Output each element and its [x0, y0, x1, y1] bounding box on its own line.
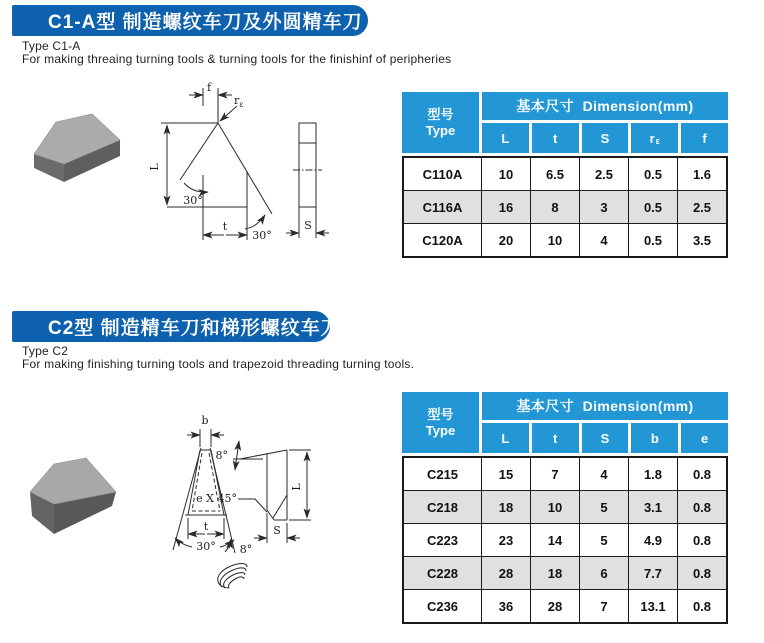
type-header-en: Type [425, 122, 456, 138]
table-cell: 5 [580, 524, 629, 556]
table-cell: 28 [531, 590, 580, 622]
dim-label-L: L [290, 483, 303, 491]
type-column-header [402, 392, 479, 453]
type-column-header [402, 92, 479, 153]
type-header-zh: 型号 [427, 406, 454, 422]
insert-3d-image-c2 [24, 442, 130, 548]
col-header-e: e [681, 423, 728, 453]
col-header-L: L [482, 123, 529, 153]
table-row [404, 589, 726, 622]
table-cell: C228 [404, 557, 482, 589]
table-row [404, 458, 726, 490]
table-cell: 6 [580, 557, 629, 589]
table-cell: 4 [580, 224, 629, 256]
table-cell: 0.8 [692, 466, 712, 482]
table-cell: 4 [580, 458, 629, 490]
table-cell: C218 [404, 491, 482, 523]
table-cell: 10 [482, 158, 531, 190]
table-cell: 7.7 [629, 557, 678, 589]
table-cell: 3.1 [629, 491, 678, 523]
table-cell: 0.5 [629, 158, 678, 190]
table-body [402, 456, 728, 624]
section-banner-c1a: C1-A型 制造螺纹车刀及外圆精车刀 [12, 5, 368, 36]
table-cell: 2.5 [692, 199, 712, 215]
dimension-header: 基本尺寸 Dimension(mm) [482, 92, 728, 120]
table-body [402, 156, 728, 258]
section-banner-c2: C2型 制造精车刀和梯形螺纹车刀 [12, 311, 330, 342]
angle-label-30-right: 30° [252, 229, 272, 242]
table-cell: C223 [404, 524, 482, 556]
table-cell: 20 [482, 224, 531, 256]
table-row [404, 556, 726, 589]
table-cell: 3 [580, 191, 629, 223]
angle-label-8-bottom: 8° [239, 543, 253, 556]
col-header-b: b [631, 423, 678, 453]
drawing-lines [161, 88, 329, 240]
section-description-c1a: For making threaing turning tools & turning tools for the finishinf of peripheries [22, 52, 452, 66]
table-header [402, 92, 728, 153]
type-label-c1a: Type C1-A [22, 39, 81, 53]
dimension-table-c1a [402, 92, 728, 258]
technical-drawing-c2 [125, 395, 395, 640]
table-cell: 13.1 [629, 590, 678, 622]
table-cell: 15 [482, 458, 531, 490]
technical-drawing-c1a [125, 80, 395, 265]
insert-3d-image-c1a [26, 102, 128, 202]
table-row [404, 223, 726, 256]
table-cell: 0.5 [629, 191, 678, 223]
col-header-t: t [532, 423, 579, 453]
dim-label-S: S [273, 524, 281, 537]
table-cell: C236 [404, 590, 482, 622]
table-cell: 2.5 [580, 158, 629, 190]
chamfer-label: e X 45° [196, 492, 237, 505]
type-label-c2: Type C2 [22, 344, 69, 358]
type-header-en: Type [425, 422, 456, 438]
table-cell: C116A [404, 191, 482, 223]
table-cell: 18 [482, 491, 531, 523]
table-cell: 36 [482, 590, 531, 622]
section-description-c2: For making finishing turning tools and trapezoid threading turning tools. [22, 357, 415, 371]
dim-label-f: f [206, 81, 212, 94]
table-cell: 5 [580, 491, 629, 523]
dim-label-t: t [203, 520, 209, 533]
table-cell: C120A [404, 224, 482, 256]
col-header-re: r ε [631, 123, 678, 153]
table-cell: 0.5 [629, 224, 678, 256]
table-row [404, 490, 726, 523]
dim-label-b: b [201, 414, 209, 427]
table-cell: 23 [482, 524, 531, 556]
table-cell: 18 [531, 557, 580, 589]
angle-label-30-left: 30° [183, 194, 203, 207]
dim-label-S: S [304, 219, 312, 232]
dimension-table-c2 [402, 392, 728, 624]
col-header-L: L [482, 423, 529, 453]
table-cell: 3.5 [692, 232, 712, 248]
table-cell: 0.8 [692, 565, 712, 581]
type-header-zh: 型号 [427, 106, 454, 122]
table-cell: 14 [531, 524, 580, 556]
dim-label-t: t [222, 220, 228, 233]
col-header-f: f [681, 123, 728, 153]
col-header-S: S [582, 123, 629, 153]
dimension-header: 基本尺寸 Dimension(mm) [482, 392, 728, 420]
table-row [404, 190, 726, 223]
col-header-t: t [532, 123, 579, 153]
table-cell: 7 [580, 590, 629, 622]
table-cell: 1.6 [692, 166, 712, 182]
table-cell: 4.9 [629, 524, 678, 556]
angle-label-8-top: 8° [215, 449, 228, 462]
drawing-lines [173, 429, 311, 588]
table-cell: 10 [531, 491, 580, 523]
dim-label-re: $r_\varepsilon$ [234, 94, 244, 109]
table-cell: 16 [482, 191, 531, 223]
table-row [404, 523, 726, 556]
table-cell: C110A [404, 158, 482, 190]
table-cell: C215 [404, 458, 482, 490]
table-cell: 8 [531, 191, 580, 223]
table-header [402, 392, 728, 453]
table-row [404, 158, 726, 190]
table-cell: 28 [482, 557, 531, 589]
table-cell: 0.8 [692, 598, 712, 614]
table-cell: 0.8 [692, 499, 712, 515]
table-cell: 1.8 [629, 458, 678, 490]
angle-label-30: 30° [196, 540, 216, 553]
table-cell: 6.5 [531, 158, 580, 190]
dim-label-L: L [148, 163, 161, 171]
table-cell: 0.8 [692, 532, 712, 548]
table-cell: 7 [531, 458, 580, 490]
col-header-S: S [582, 423, 629, 453]
table-cell: 10 [531, 224, 580, 256]
